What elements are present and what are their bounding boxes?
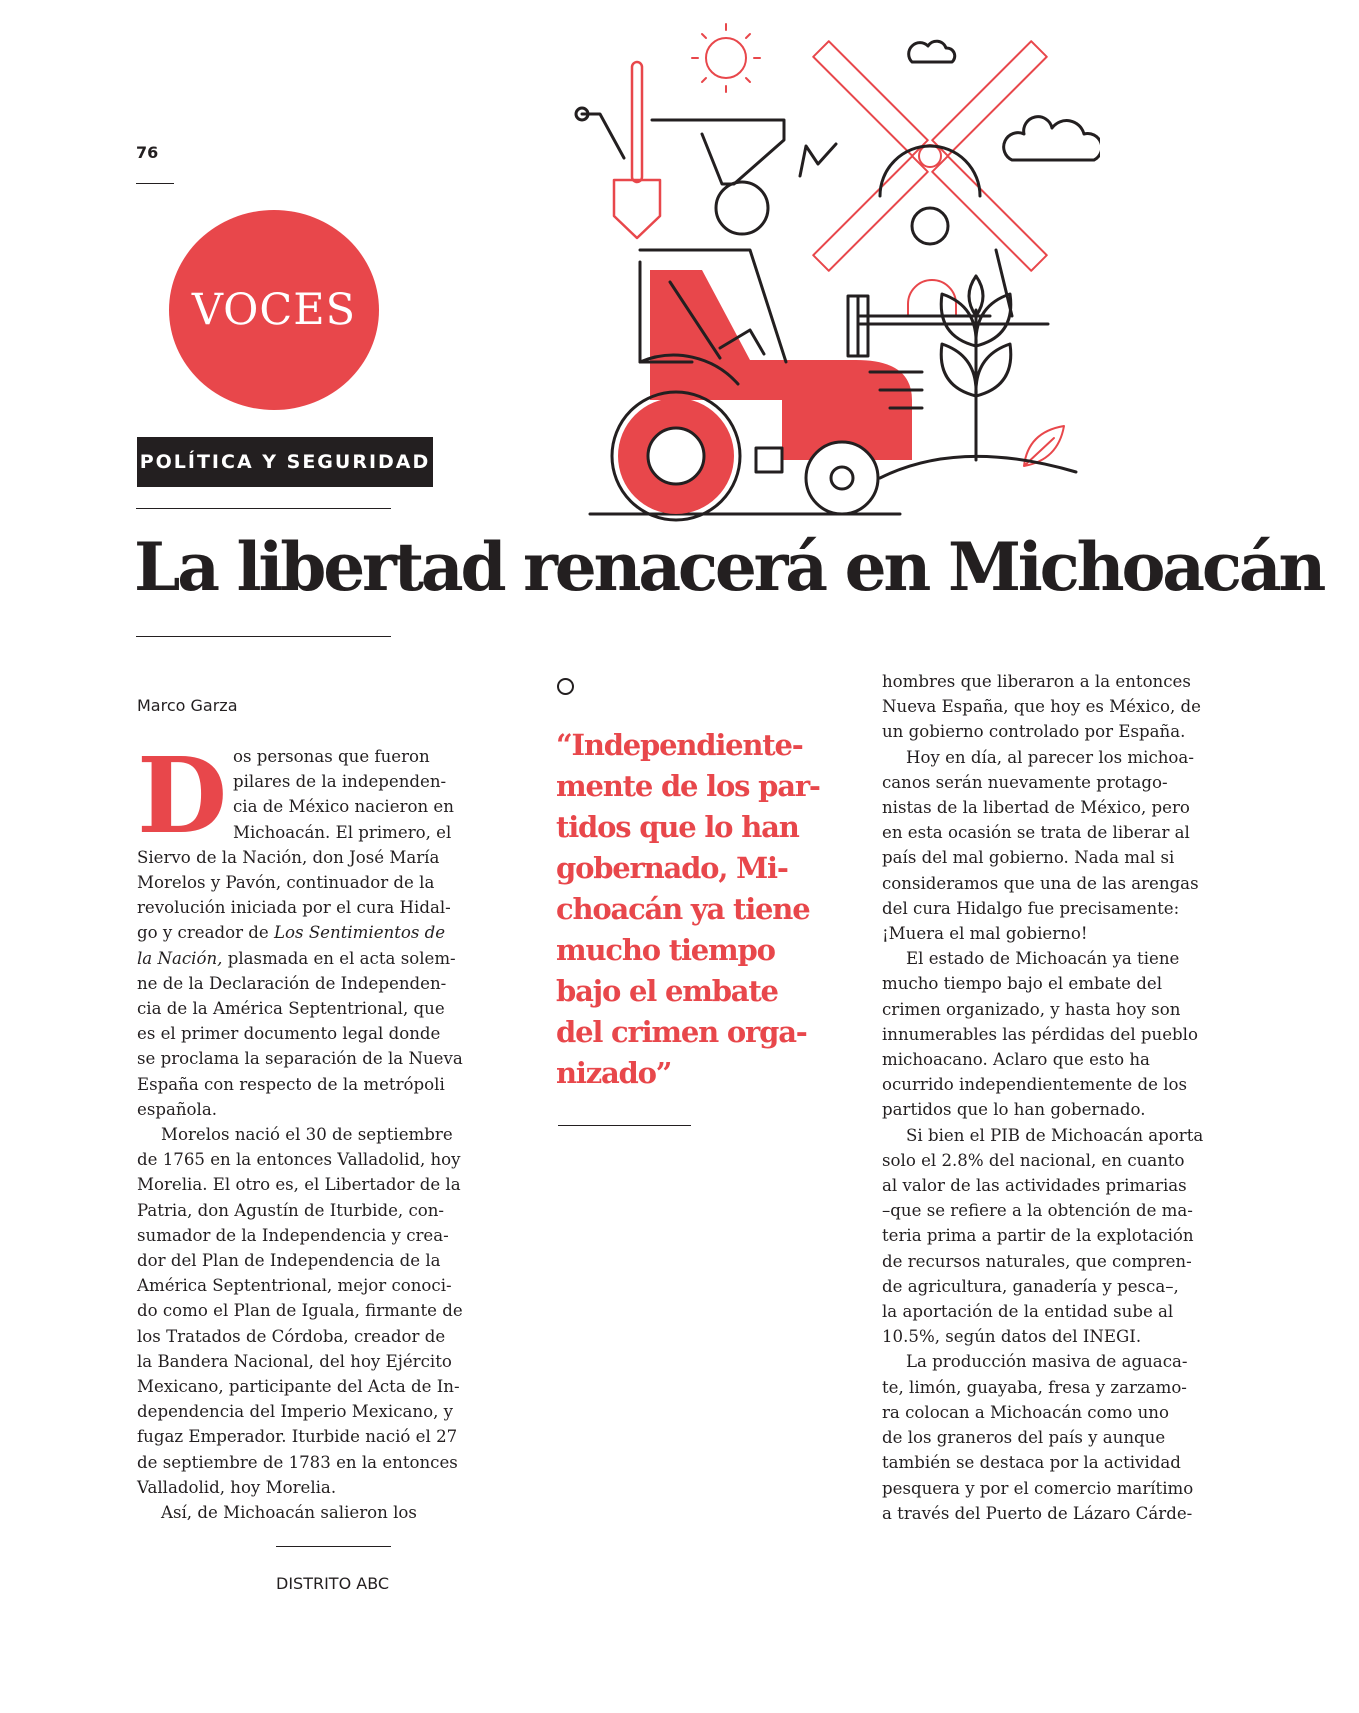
text-line: Valladolid, hoy Morelia.	[137, 1477, 337, 1497]
text-line: ocurrido independientemente de los	[882, 1075, 1188, 1095]
text-line: Hoy en día, al parecer los michoa-	[906, 747, 1194, 767]
body-paragraph	[882, 946, 1232, 1122]
text-line: El estado de Michoacán ya tiene	[906, 949, 1180, 969]
farm-illustration	[560, 10, 1100, 530]
text-line: La producción masiva de aguaca-	[906, 1352, 1188, 1372]
text-line: solo el 2.8% del nacional, en cuanto	[882, 1150, 1185, 1170]
cloud-icon	[909, 41, 955, 62]
text-line: crimen organizado, y hasta hoy son	[882, 999, 1181, 1019]
text-fragment: go y creador de	[137, 923, 275, 943]
text-line: de los graneros del país y aunque	[882, 1428, 1166, 1448]
text-line: un gobierno controlado por España.	[882, 722, 1186, 742]
text-line: se proclama la separación de la Nueva	[137, 1049, 463, 1069]
page-number: 76	[136, 143, 159, 162]
text-line: Morelos nació el 30 de septiembre	[161, 1125, 453, 1145]
text-line: ¡Muera el mal gobierno!	[882, 924, 1088, 944]
text-line: te, limón, guayaba, fresa y zarzamo-	[882, 1377, 1187, 1397]
section-badge-label: VOCES	[191, 285, 357, 335]
drop-cap: D	[137, 734, 228, 857]
wheat-icon	[941, 276, 1011, 460]
text-line: la aportación de la entidad sube al	[882, 1302, 1174, 1322]
spark-icon	[800, 144, 836, 176]
text-line: de agricultura, ganadería y pesca–,	[882, 1276, 1179, 1296]
pull-quote-line: del crimen orga-	[556, 1015, 807, 1049]
publication-footer: DISTRITO ABC	[276, 1574, 390, 1593]
text-line	[137, 920, 487, 945]
text-line: Mexicano, participante del Acta de In-	[137, 1377, 460, 1397]
text-line: consideramos que una de las arengas	[882, 873, 1199, 893]
windmill-icon	[813, 41, 1048, 324]
text-line: mucho tiempo bajo el embate del	[882, 974, 1162, 994]
text-line: Morelia. El otro es, el Libertador de la	[137, 1175, 461, 1195]
text-line: partidos que lo han gobernado.	[882, 1100, 1146, 1120]
pull-quote-rule	[558, 1125, 691, 1126]
text-line: sumador de la Independencia y crea-	[137, 1225, 449, 1245]
text-line: Si bien el PIB de Michoacán aporta	[906, 1125, 1204, 1145]
category-rule	[136, 508, 391, 509]
text-line: América Septentrional, mejor conoci-	[137, 1276, 452, 1296]
text-line: Nueva España, que hoy es México, de	[882, 697, 1201, 717]
body-paragraph	[882, 745, 1232, 947]
text-line: Morelos y Pavón, continuador de la	[137, 873, 435, 893]
pull-quote	[556, 725, 820, 1094]
text-line: también se destaca por la actividad	[882, 1453, 1181, 1473]
text-line: en esta ocasión se trata de liberar al	[882, 823, 1190, 843]
text-line: nistas de la libertad de México, pero	[882, 798, 1190, 818]
body-paragraph	[882, 1123, 1232, 1350]
category-tag: POLÍTICA Y SEGURIDAD	[137, 437, 433, 487]
text-line: teria prima a partir de la explotación	[882, 1226, 1194, 1246]
pull-quote-line: mente de los par-	[556, 769, 820, 803]
text-line: do como el Plan de Iguala, firmante de	[137, 1301, 463, 1321]
body-paragraph	[137, 1122, 487, 1500]
text-line: es el primer documento legal donde	[137, 1024, 441, 1044]
text-line: cia de la América Septentrional, que	[137, 999, 445, 1019]
sun-icon	[692, 24, 760, 92]
text-line: los Tratados de Córdoba, creador de	[137, 1326, 446, 1346]
pull-quote-line: tidos que lo han	[556, 810, 799, 844]
hoe-icon	[576, 108, 624, 158]
text-line: innumerables las pérdidas del pueblo	[882, 1024, 1198, 1044]
text-line: ra colocan a Michoacán como uno	[882, 1402, 1169, 1422]
body-column-1	[137, 734, 487, 1525]
text-line: revolución iniciada por el cura Hidal-	[137, 898, 451, 918]
text-line: de recursos naturales, que compren-	[882, 1251, 1192, 1271]
article-headline: La libertad renacerá en Michoacán	[134, 528, 1324, 606]
tractor-icon	[612, 250, 922, 520]
text-line: país del mal gobierno. Nada mal si	[882, 848, 1175, 868]
body-paragraph	[882, 1349, 1232, 1525]
pull-quote-line: gobernado, Mi-	[556, 851, 788, 885]
body-paragraph	[137, 1500, 487, 1525]
text-line: al valor de las actividades primarias	[882, 1176, 1187, 1196]
text-line: pilares de la independen-	[233, 772, 447, 792]
book-title-italic: Los Sentimientos de	[274, 923, 446, 943]
footer-rule	[276, 1546, 391, 1547]
text-line: cia de México nacieron en	[233, 797, 454, 817]
headline-rule	[136, 636, 391, 637]
text-line: 10.5%, según datos del INEGI.	[882, 1327, 1142, 1347]
text-line: España con respecto de la metrópoli	[137, 1074, 445, 1094]
text-line	[137, 946, 487, 971]
text-line: a través del Puerto de Lázaro Cárde-	[882, 1503, 1193, 1523]
page-number-rule	[136, 183, 174, 184]
text-line: canos serán nuevamente protago-	[882, 772, 1168, 792]
text-line: os personas que fueron	[233, 747, 430, 766]
text-line: de 1765 en la entonces Valladolid, hoy	[137, 1150, 461, 1170]
book-title-italic: la Nación,	[137, 948, 223, 968]
text-fragment: plasmada en el acta solem-	[222, 948, 456, 968]
lead-paragraph	[137, 734, 487, 1122]
pull-quote-line: nizado”	[556, 1056, 672, 1090]
seeder-icon	[652, 120, 784, 234]
text-line: Siervo de la Nación, don José María	[137, 847, 440, 867]
text-line: Patria, don Agustín de Iturbide, con-	[137, 1200, 445, 1220]
cloud-icon	[1004, 117, 1100, 160]
text-line: hombres que liberaron a la entonces	[882, 672, 1191, 691]
text-line: la Bandera Nacional, del hoy Ejército	[137, 1351, 452, 1371]
author-byline: Marco Garza	[137, 696, 238, 715]
text-line: –que se refiere a la obtención de ma-	[882, 1201, 1193, 1221]
pull-quote-line: choacán ya tiene	[556, 892, 810, 926]
pull-quote-line: “Independiente-	[556, 728, 803, 762]
text-line: dependencia del Imperio Mexicano, y	[137, 1402, 453, 1422]
body-column-3	[882, 669, 1232, 1526]
text-line: michoacano. Aclaro que esto ha	[882, 1050, 1150, 1070]
pull-quote-line: mucho tiempo	[556, 933, 775, 967]
text-line: Michoacán. El primero, el	[233, 822, 452, 842]
text-line: fugaz Emperador. Iturbide nació el 27	[137, 1427, 458, 1447]
quote-marker-icon	[557, 678, 574, 695]
text-line: del cura Hidalgo fue precisamente:	[882, 898, 1180, 918]
text-line: dor del Plan de Independencia de la	[137, 1251, 441, 1271]
body-paragraph	[882, 669, 1232, 745]
pull-quote-line: bajo el embate	[556, 974, 778, 1008]
text-line: Así, de Michoacán salieron los	[161, 1503, 417, 1523]
text-line: pesquera y por el comercio marítimo	[882, 1478, 1194, 1498]
text-line: de septiembre de 1783 en la entonces	[137, 1452, 458, 1472]
text-line: española.	[137, 1099, 218, 1119]
text-line: ne de la Declaración de Independen-	[137, 973, 447, 993]
